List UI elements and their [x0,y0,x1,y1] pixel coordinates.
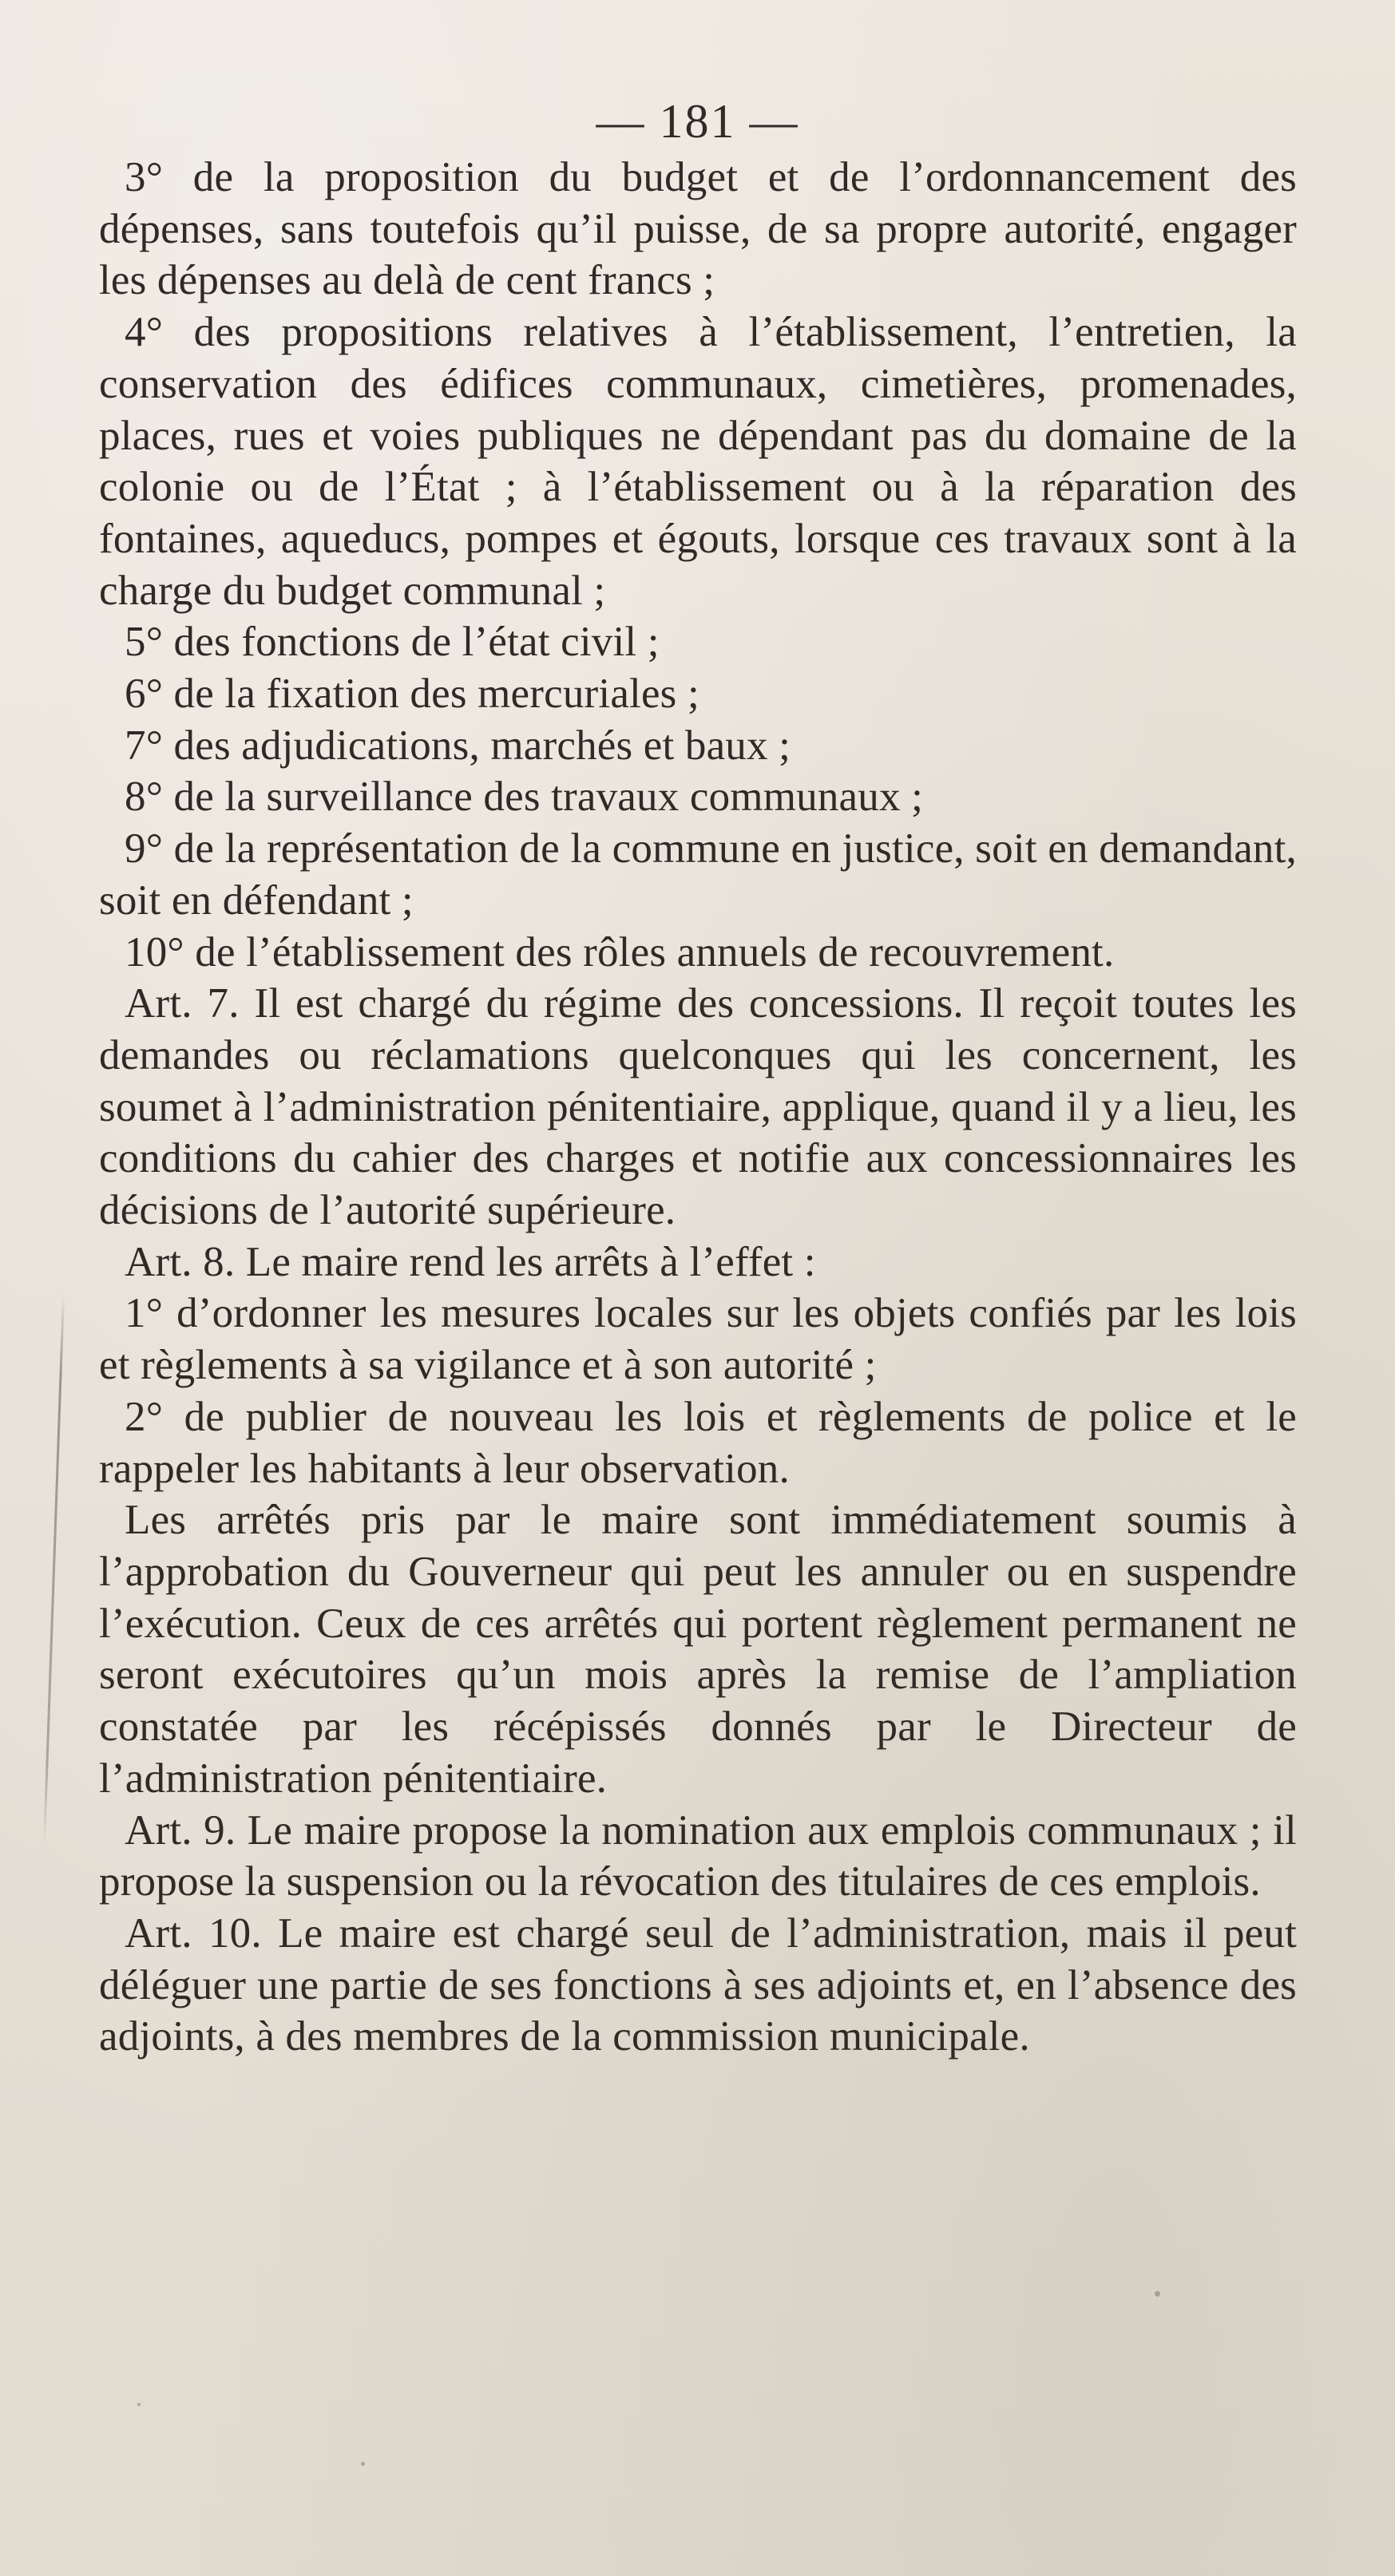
article-8-item-1: 1° d’ordonner les mesures locales sur les objets confiés par les lois et règlements à sa vigilance et à son autorité ; [99,1290,1297,1389]
paragraph-item-10: 10° de l’établissement des rôles annuels de recouvrement. [125,928,1115,975]
article-7: Art. 7. Il est chargé du régime des concessions. Il reçoit toutes les demandes ou réclamations quelconques qui les concernent, les soumet à l’administration pénitentiaire, applique, quand il y a lieu, les conditions du cahier des charges et notifie aux concessionnaires les décisions de l’autorité supérieure. [99,980,1297,1234]
paragraph-item-6: 6° de la fixation des mercuriales ; [125,671,699,718]
paper-speck [361,2462,365,2466]
body-text [99,152,1297,2063]
page-number: — 181 — [596,95,799,148]
paper-speck [137,2403,141,2406]
article-8-arretes: Les arrêtés pris par le maire sont immédiatement soumis à l’approbation du Gouverneur qui peut les annuler ou en suspendre l’exécution. Ceux de ces arrêtés qui portent règlement permanent ne seront exécutoires qu’un mois après la remise de l’ampliation constatée par les récépissés donnés par le Directeur de l’administration pénitentiaire. [99,1497,1297,1802]
paper-speck [1155,2291,1160,2297]
article-10: Art. 10. Le maire est chargé seul de l’administration, mais il peut déléguer une partie de ses fonctions à ses adjoints et, en l’absence des adjoints, à des membres de la commission municipale. [99,1909,1297,2060]
margin-pencil-mark [43,1293,65,1844]
paragraph-item-7: 7° des adjudications, marchés et baux ; [125,722,791,769]
paragraph-item-8: 8° de la surveillance des travaux communaux ; [125,774,924,821]
paragraph-item-3: 3° de la proposition du budget et de l’ordonnancement des dépenses, sans toutefois qu’il puisse, de sa propre autorité, engager les dépenses au delà de cent francs ; [99,154,1297,304]
article-8-heading: Art. 8. Le maire rend les arrêts à l’effet : [125,1238,816,1285]
paragraph-item-4: 4° des propositions relatives à l’établissement, l’entretien, la conservation des édifices communaux, cimetières, promenades, places, rues et voies publiques ne dépendant pas du domaine de la colonie ou de l’État ; à l’établissement ou à la réparation des fontaines, aqueducs, pompes et égouts, lorsque ces travaux sont à la charge du budget communal ; [99,309,1297,614]
paragraph-item-5: 5° des fonctions de l’état civil ; [125,619,660,666]
article-8-item-2: 2° de publier de nouveau les lois et règlements de police et le rappeler les habitants à leur observation. [99,1393,1297,1492]
paragraph-item-9: 9° de la représentation de la commune en justice, soit en demandant, soit en défendant ; [99,825,1297,924]
article-9: Art. 9. Le maire propose la nomination aux emplois communaux ; il propose la suspension ou la révocation des titulaires de ces emplois. [99,1806,1297,1905]
